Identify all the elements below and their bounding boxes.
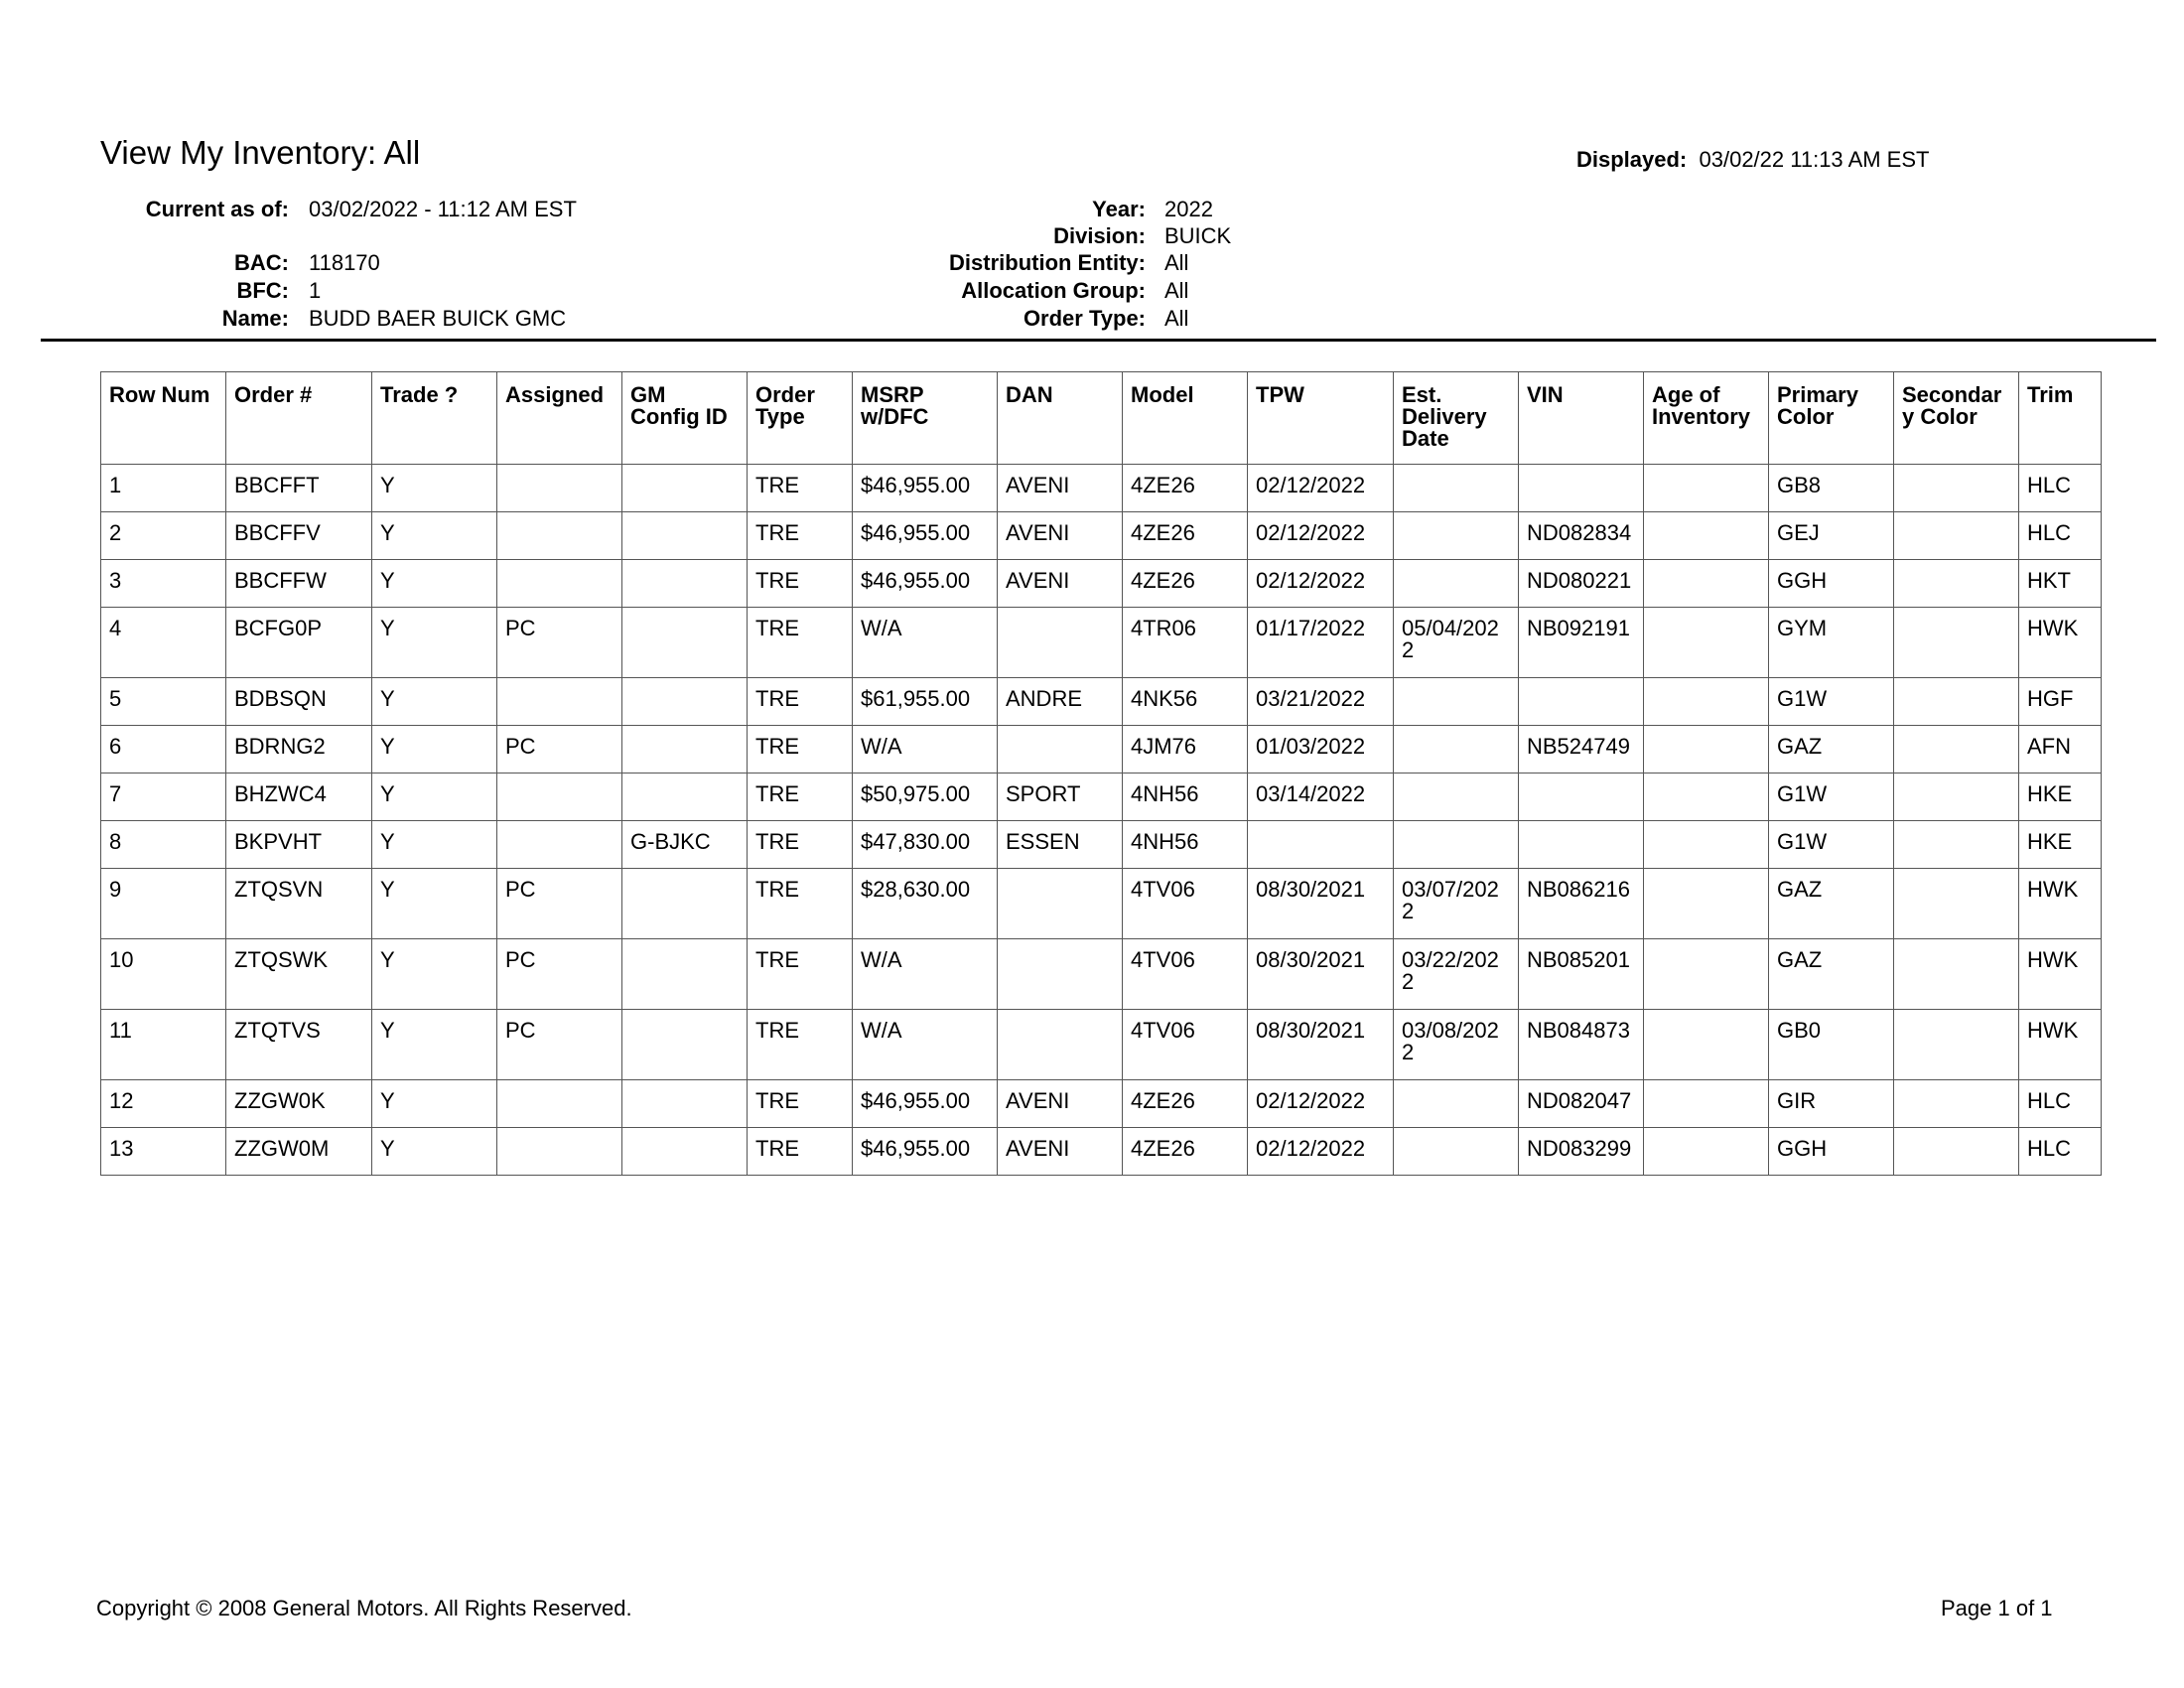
- table-cell: 4ZE26: [1123, 465, 1248, 512]
- table-cell: [1644, 678, 1769, 726]
- table-cell: $50,975.00: [853, 774, 998, 821]
- table-cell: ZTQSWK: [226, 939, 372, 1010]
- table-cell: TRE: [748, 1080, 853, 1128]
- table-cell: 8: [101, 821, 226, 869]
- table-cell: [622, 726, 748, 774]
- meta-value: All: [1164, 306, 1189, 331]
- table-cell: 4ZE26: [1123, 512, 1248, 560]
- table-row: [101, 465, 2102, 512]
- column-header-trim: Trim: [2019, 372, 2102, 465]
- table-cell: AFN: [2019, 726, 2102, 774]
- table-cell: [497, 678, 622, 726]
- table-cell: ND080221: [1519, 560, 1644, 608]
- meta-label: Order Type:: [1023, 306, 1146, 331]
- table-cell: G1W: [1769, 678, 1894, 726]
- table-cell: TRE: [748, 608, 853, 678]
- table-cell: AVENI: [998, 560, 1123, 608]
- table-cell: $61,955.00: [853, 678, 998, 726]
- table-cell: Y: [372, 678, 497, 726]
- table-cell: [998, 726, 1123, 774]
- table-cell: TRE: [748, 678, 853, 726]
- table-cell: HLC: [2019, 1080, 2102, 1128]
- table-cell: 03/08/2022: [1394, 1010, 1519, 1080]
- table-cell: GEJ: [1769, 512, 1894, 560]
- meta-value: 1: [309, 278, 322, 303]
- meta-value: All: [1164, 278, 1189, 303]
- table-cell: 4: [101, 608, 226, 678]
- table-cell: HLC: [2019, 465, 2102, 512]
- table-cell: $28,630.00: [853, 869, 998, 939]
- table-cell: TRE: [748, 465, 853, 512]
- table-cell: [622, 512, 748, 560]
- table-cell: 11: [101, 1010, 226, 1080]
- table-row: [101, 1128, 2102, 1176]
- meta-label: Distribution Entity:: [949, 250, 1146, 275]
- table-cell: [1894, 1010, 2019, 1080]
- table-cell: [497, 821, 622, 869]
- column-header-model: Model: [1123, 372, 1248, 465]
- table-cell: 4ZE26: [1123, 1080, 1248, 1128]
- table-cell: 4NK56: [1123, 678, 1248, 726]
- table-cell: [1644, 1080, 1769, 1128]
- table-cell: [497, 465, 622, 512]
- table-cell: 1: [101, 465, 226, 512]
- table-cell: [1519, 465, 1644, 512]
- table-cell: 03/14/2022: [1248, 774, 1394, 821]
- header-divider: [41, 339, 2156, 342]
- table-row: [101, 774, 2102, 821]
- table-cell: 4TV06: [1123, 869, 1248, 939]
- table-cell: 13: [101, 1128, 226, 1176]
- table-cell: HKE: [2019, 821, 2102, 869]
- table-cell: NB086216: [1519, 869, 1644, 939]
- table-cell: [1894, 726, 2019, 774]
- table-cell: 10: [101, 939, 226, 1010]
- table-cell: HKE: [2019, 774, 2102, 821]
- table-cell: [1248, 821, 1394, 869]
- table-cell: BHZWC4: [226, 774, 372, 821]
- table-cell: 02/12/2022: [1248, 560, 1394, 608]
- table-cell: 4JM76: [1123, 726, 1248, 774]
- table-cell: GYM: [1769, 608, 1894, 678]
- table-cell: 9: [101, 869, 226, 939]
- table-cell: Y: [372, 465, 497, 512]
- table-cell: ND082834: [1519, 512, 1644, 560]
- table-cell: Y: [372, 512, 497, 560]
- table-row: [101, 608, 2102, 678]
- meta-label: Current as of:: [145, 197, 289, 221]
- table-cell: 01/17/2022: [1248, 608, 1394, 678]
- table-cell: [998, 939, 1123, 1010]
- table-cell: BDBSQN: [226, 678, 372, 726]
- table-cell: GGH: [1769, 560, 1894, 608]
- column-header-assigned: Assigned: [497, 372, 622, 465]
- table-cell: [622, 774, 748, 821]
- table-cell: TRE: [748, 869, 853, 939]
- table-cell: GIR: [1769, 1080, 1894, 1128]
- meta-label: Allocation Group:: [961, 278, 1146, 303]
- table-cell: Y: [372, 608, 497, 678]
- meta-value: BUDD BAER BUICK GMC: [309, 306, 567, 331]
- table-cell: 3: [101, 560, 226, 608]
- table-cell: HKT: [2019, 560, 2102, 608]
- table-cell: [1519, 678, 1644, 726]
- table-cell: [1394, 512, 1519, 560]
- table-cell: 12: [101, 1080, 226, 1128]
- table-cell: AVENI: [998, 1128, 1123, 1176]
- table-row: [101, 726, 2102, 774]
- table-cell: Y: [372, 869, 497, 939]
- table-row: [101, 939, 2102, 1010]
- table-cell: ESSEN: [998, 821, 1123, 869]
- table-cell: 05/04/2022: [1394, 608, 1519, 678]
- table-cell: Y: [372, 726, 497, 774]
- table-cell: [622, 560, 748, 608]
- table-cell: [1644, 512, 1769, 560]
- table-cell: [497, 1128, 622, 1176]
- table-cell: 6: [101, 726, 226, 774]
- table-cell: W/A: [853, 608, 998, 678]
- table-cell: [497, 774, 622, 821]
- column-header-secondary-color: Secondary Color: [1894, 372, 2019, 465]
- table-cell: PC: [497, 608, 622, 678]
- table-cell: [1894, 512, 2019, 560]
- column-header-gm-config-id: GM Config ID: [622, 372, 748, 465]
- table-cell: W/A: [853, 939, 998, 1010]
- table-cell: $46,955.00: [853, 1128, 998, 1176]
- table-cell: $46,955.00: [853, 560, 998, 608]
- table-cell: [1519, 821, 1644, 869]
- table-cell: TRE: [748, 1128, 853, 1176]
- table-cell: Y: [372, 560, 497, 608]
- displayed-timestamp: [1576, 146, 1929, 174]
- table-cell: GGH: [1769, 1128, 1894, 1176]
- page-title: View My Inventory: All: [100, 134, 421, 171]
- table-cell: W/A: [853, 1010, 998, 1080]
- table-cell: ZZGW0K: [226, 1080, 372, 1128]
- meta-value: 03/02/2022 - 11:12 AM EST: [309, 197, 577, 221]
- table-cell: Y: [372, 939, 497, 1010]
- meta-order-type: [0, 305, 2184, 333]
- table-cell: W/A: [853, 726, 998, 774]
- table-cell: 08/30/2021: [1248, 939, 1394, 1010]
- table-cell: [1644, 939, 1769, 1010]
- table-cell: HLC: [2019, 1128, 2102, 1176]
- table-cell: [622, 1128, 748, 1176]
- table-cell: [1644, 726, 1769, 774]
- table-cell: G-BJKC: [622, 821, 748, 869]
- table-row: [101, 869, 2102, 939]
- copyright-notice: Copyright © 2008 General Motors. All Rights Reserved.: [96, 1596, 632, 1620]
- table-cell: PC: [497, 1010, 622, 1080]
- table-cell: [1894, 939, 2019, 1010]
- column-header-trade: Trade ?: [372, 372, 497, 465]
- table-cell: Y: [372, 1128, 497, 1176]
- page-number: Page 1 of 1: [1941, 1596, 2053, 1620]
- table-cell: GB8: [1769, 465, 1894, 512]
- table-cell: G1W: [1769, 774, 1894, 821]
- table-cell: 03/22/2022: [1394, 939, 1519, 1010]
- table-cell: [1644, 774, 1769, 821]
- table-cell: NB524749: [1519, 726, 1644, 774]
- table-cell: Y: [372, 774, 497, 821]
- table-cell: 4TR06: [1123, 608, 1248, 678]
- table-cell: HWK: [2019, 939, 2102, 1010]
- table-cell: [1894, 608, 2019, 678]
- table-cell: [622, 1080, 748, 1128]
- table-cell: 2: [101, 512, 226, 560]
- table-cell: [1394, 821, 1519, 869]
- table-cell: BBCFFT: [226, 465, 372, 512]
- table-cell: Y: [372, 1010, 497, 1080]
- table-cell: [998, 1010, 1123, 1080]
- table-cell: 03/07/2022: [1394, 869, 1519, 939]
- table-cell: [1394, 678, 1519, 726]
- table-cell: GB0: [1769, 1010, 1894, 1080]
- table-cell: 4TV06: [1123, 1010, 1248, 1080]
- table-cell: AVENI: [998, 1080, 1123, 1128]
- table-cell: ANDRE: [998, 678, 1123, 726]
- table-cell: TRE: [748, 512, 853, 560]
- table-cell: 4ZE26: [1123, 560, 1248, 608]
- meta-year: [0, 196, 2184, 223]
- table-cell: [1894, 869, 2019, 939]
- meta-label: Year:: [1092, 197, 1146, 221]
- table-cell: HWK: [2019, 608, 2102, 678]
- table-cell: [1894, 821, 2019, 869]
- table-cell: BDRNG2: [226, 726, 372, 774]
- table-cell: TRE: [748, 821, 853, 869]
- displayed-value: 03/02/22 11:13 AM EST: [1699, 147, 1930, 172]
- table-cell: [1894, 560, 2019, 608]
- table-cell: [1894, 1128, 2019, 1176]
- table-cell: [1394, 1080, 1519, 1128]
- meta-value: All: [1164, 250, 1189, 275]
- table-cell: [1394, 560, 1519, 608]
- meta-value: 2022: [1164, 197, 1213, 221]
- table-cell: [1394, 774, 1519, 821]
- table-cell: [1394, 465, 1519, 512]
- table-cell: BBCFFW: [226, 560, 372, 608]
- table-cell: BCFG0P: [226, 608, 372, 678]
- table-cell: TRE: [748, 560, 853, 608]
- meta-label: Division:: [1053, 223, 1146, 248]
- displayed-label: Displayed:: [1576, 147, 1688, 172]
- meta-distribution-entity: [0, 249, 2184, 277]
- meta-label: BFC:: [236, 278, 289, 303]
- table-cell: ND082047: [1519, 1080, 1644, 1128]
- table-cell: [622, 678, 748, 726]
- table-cell: $46,955.00: [853, 1080, 998, 1128]
- table-cell: 08/30/2021: [1248, 869, 1394, 939]
- column-header-vin: VIN: [1519, 372, 1644, 465]
- column-header-dan: DAN: [998, 372, 1123, 465]
- table-cell: 4TV06: [1123, 939, 1248, 1010]
- table-cell: PC: [497, 726, 622, 774]
- table-cell: 5: [101, 678, 226, 726]
- meta-value: BUICK: [1164, 223, 1232, 248]
- table-cell: $46,955.00: [853, 465, 998, 512]
- table-cell: [1894, 678, 2019, 726]
- table-cell: HWK: [2019, 1010, 2102, 1080]
- table-cell: 08/30/2021: [1248, 1010, 1394, 1080]
- table-cell: 02/12/2022: [1248, 465, 1394, 512]
- table-cell: G1W: [1769, 821, 1894, 869]
- table-cell: [1394, 1128, 1519, 1176]
- table-cell: 02/12/2022: [1248, 1080, 1394, 1128]
- table-cell: NB084873: [1519, 1010, 1644, 1080]
- table-cell: Y: [372, 1080, 497, 1128]
- table-cell: ND083299: [1519, 1128, 1644, 1176]
- table-cell: NB092191: [1519, 608, 1644, 678]
- table-cell: [1644, 1128, 1769, 1176]
- table-row: [101, 560, 2102, 608]
- table-cell: [497, 512, 622, 560]
- table-cell: [1519, 774, 1644, 821]
- table-cell: 02/12/2022: [1248, 1128, 1394, 1176]
- table-cell: [1644, 560, 1769, 608]
- table-cell: $46,955.00: [853, 512, 998, 560]
- table-cell: [1644, 821, 1769, 869]
- table-row: [101, 821, 2102, 869]
- table-cell: TRE: [748, 726, 853, 774]
- table-cell: TRE: [748, 774, 853, 821]
- table-cell: [497, 1080, 622, 1128]
- column-header-order-number: Order #: [226, 372, 372, 465]
- table-cell: PC: [497, 869, 622, 939]
- table-cell: GAZ: [1769, 726, 1894, 774]
- table-cell: 02/12/2022: [1248, 512, 1394, 560]
- table-cell: [1394, 726, 1519, 774]
- table-cell: ZZGW0M: [226, 1128, 372, 1176]
- table-cell: TRE: [748, 1010, 853, 1080]
- column-header-order-type: Order Type: [748, 372, 853, 465]
- table-cell: HWK: [2019, 869, 2102, 939]
- table-cell: GAZ: [1769, 939, 1894, 1010]
- column-header-est-delivery-date: Est. Delivery Date: [1394, 372, 1519, 465]
- table-cell: [998, 608, 1123, 678]
- table-cell: [622, 465, 748, 512]
- meta-allocation-group: [0, 277, 2184, 305]
- meta-value: 118170: [309, 250, 380, 275]
- table-cell: ZTQTVS: [226, 1010, 372, 1080]
- table-cell: $47,830.00: [853, 821, 998, 869]
- table-cell: 7: [101, 774, 226, 821]
- table-cell: ZTQSVN: [226, 869, 372, 939]
- table-cell: TRE: [748, 939, 853, 1010]
- table-cell: 4NH56: [1123, 821, 1248, 869]
- table-row: [101, 678, 2102, 726]
- table-cell: [998, 869, 1123, 939]
- table-cell: AVENI: [998, 512, 1123, 560]
- table-row: [101, 512, 2102, 560]
- table-cell: SPORT: [998, 774, 1123, 821]
- table-cell: BBCFFV: [226, 512, 372, 560]
- table-cell: [1894, 1080, 2019, 1128]
- table-cell: [622, 869, 748, 939]
- table-header-row: [101, 372, 2102, 465]
- table-cell: [497, 560, 622, 608]
- table-cell: NB085201: [1519, 939, 1644, 1010]
- column-header-msrp: MSRP w/DFC: [853, 372, 998, 465]
- table-cell: [622, 939, 748, 1010]
- table-cell: GAZ: [1769, 869, 1894, 939]
- table-row: [101, 1080, 2102, 1128]
- meta-label: BAC:: [234, 250, 289, 275]
- table-cell: [1644, 1010, 1769, 1080]
- meta-division: [0, 222, 2184, 250]
- table-cell: [1644, 869, 1769, 939]
- column-header-age-of-inventory: Age of Inventory: [1644, 372, 1769, 465]
- meta-label: Name:: [221, 306, 289, 331]
- table-cell: [1644, 608, 1769, 678]
- table-cell: 4NH56: [1123, 774, 1248, 821]
- table-cell: 03/21/2022: [1248, 678, 1394, 726]
- table-row: [101, 1010, 2102, 1080]
- table-cell: [1894, 465, 2019, 512]
- table-cell: Y: [372, 821, 497, 869]
- table-cell: [622, 608, 748, 678]
- table-cell: 01/03/2022: [1248, 726, 1394, 774]
- column-header-tpw: TPW: [1248, 372, 1394, 465]
- table-cell: HLC: [2019, 512, 2102, 560]
- column-header-primary-color: Primary Color: [1769, 372, 1894, 465]
- table-cell: HGF: [2019, 678, 2102, 726]
- table-cell: [622, 1010, 748, 1080]
- table-cell: PC: [497, 939, 622, 1010]
- table-cell: AVENI: [998, 465, 1123, 512]
- table-cell: [1644, 465, 1769, 512]
- table-cell: [1894, 774, 2019, 821]
- table-cell: 4ZE26: [1123, 1128, 1248, 1176]
- table-cell: BKPVHT: [226, 821, 372, 869]
- column-header-row-num: Row Num: [101, 372, 226, 465]
- inventory-table: [100, 371, 2102, 1176]
